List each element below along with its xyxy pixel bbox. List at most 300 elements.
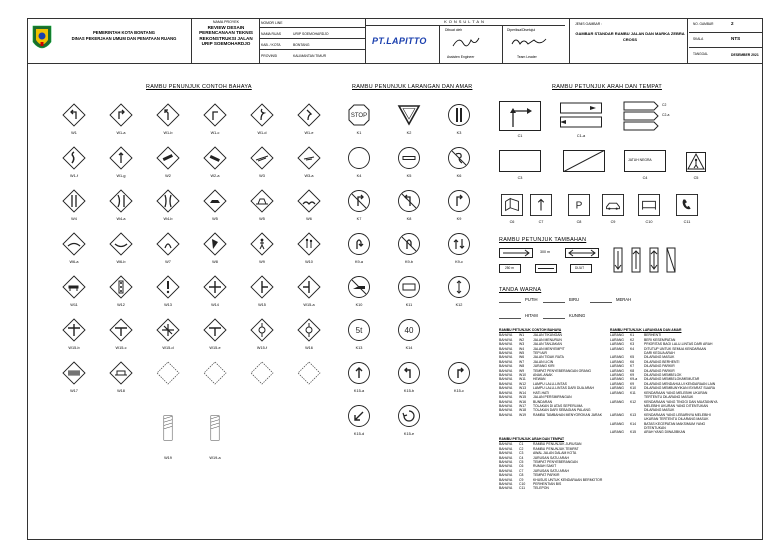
list-cell: W7 bbox=[519, 359, 525, 364]
list-cell: BAHAYA bbox=[499, 482, 513, 487]
list-cell: JURANG KIRI bbox=[533, 364, 555, 369]
sign-code: W8 bbox=[212, 260, 218, 264]
prohibit-sign-icon bbox=[347, 146, 371, 170]
extra-plate-double-icon bbox=[565, 248, 599, 258]
list-cell: W1 bbox=[519, 333, 525, 338]
sign-code: K8 bbox=[406, 217, 412, 221]
sign-code: W4-b bbox=[163, 217, 173, 221]
list-header: RAMBU PETUNJUK ARAH DAN TEMPAT bbox=[499, 437, 565, 441]
prohibit-sign-icon bbox=[447, 275, 471, 299]
warning-sign bbox=[105, 318, 137, 356]
sign-code: C11 bbox=[683, 220, 691, 224]
warning-sign bbox=[58, 361, 90, 399]
list-cell: TEMPAT PENYEBERANGAN ORANG bbox=[533, 368, 592, 373]
sign-code: K2 bbox=[406, 131, 412, 135]
list-cell: BAHAYA bbox=[499, 346, 513, 351]
list-cell: LARANG bbox=[610, 373, 624, 378]
list-cell: LARANG bbox=[610, 346, 624, 351]
sign-code: K5 bbox=[406, 174, 412, 178]
prohibit-sign-icon bbox=[447, 146, 471, 170]
meta-key: NAMA RUAS bbox=[261, 32, 281, 36]
list-cell: TEMPAT PARKIR bbox=[533, 473, 560, 478]
warning-sign-icon bbox=[297, 103, 321, 127]
list-cell: K7 bbox=[630, 364, 635, 369]
warning-sign bbox=[152, 275, 184, 313]
sign-code: K13 bbox=[355, 346, 363, 350]
warning-sign bbox=[152, 103, 184, 141]
warning-sign bbox=[199, 275, 231, 313]
list-cell: TOLAKAN DARI SEBAGIAN PALANG bbox=[533, 408, 591, 413]
warning-sign bbox=[152, 232, 184, 270]
list-cell: W15 bbox=[519, 395, 526, 400]
warning-sign bbox=[105, 275, 137, 313]
list-cell: TERTENTU DILARANG MASUK bbox=[644, 395, 694, 400]
list-cell: K9-a bbox=[630, 377, 638, 382]
sign-code: W11 bbox=[70, 303, 78, 307]
warning-sign bbox=[152, 361, 184, 399]
list-cell: KENDARAAN YANG TINGGI DAN MUATANNYA bbox=[644, 399, 718, 404]
direction-sign-icon bbox=[568, 194, 590, 216]
warning-sign bbox=[58, 146, 90, 184]
warning-sign bbox=[105, 361, 137, 399]
warning-sign-icon bbox=[203, 232, 227, 256]
list-cell: LARANG bbox=[610, 364, 624, 369]
warning-sign bbox=[58, 275, 90, 313]
svg-text:40: 40 bbox=[404, 326, 414, 335]
warning-sign-icon bbox=[62, 189, 86, 213]
c3-sign-icon bbox=[499, 150, 541, 172]
divider bbox=[439, 26, 440, 64]
list-cell: LARANG bbox=[610, 381, 624, 386]
date bbox=[689, 48, 763, 63]
meta-key: NO. GAMBAR bbox=[693, 22, 714, 26]
list-cell: W18 bbox=[519, 408, 526, 413]
list-cell: BAHAYA bbox=[499, 355, 513, 360]
list-cell: C10 bbox=[519, 482, 526, 487]
warning-sign bbox=[293, 146, 325, 184]
prohibit-sign bbox=[393, 275, 425, 313]
org-line-2: DINAS PEKERJAAN UMUM DAN PENATAAN RUANG bbox=[71, 36, 177, 41]
prohibit-sign bbox=[343, 318, 375, 356]
warning-sign bbox=[152, 318, 184, 356]
list-cell: LARANG bbox=[610, 337, 624, 342]
color-swatch-red bbox=[590, 296, 612, 303]
direction-small-sign bbox=[566, 194, 592, 230]
color-label: HITAM bbox=[525, 313, 538, 318]
list-cell: LAMPU LALU-LINTAS DARI DUA ARAH bbox=[533, 386, 594, 391]
warning-sign-icon bbox=[156, 189, 180, 213]
list-cell: C6 bbox=[519, 464, 524, 469]
warning-sign-icon bbox=[297, 232, 321, 256]
direction-sign-icon bbox=[530, 194, 552, 216]
list-cell: DILARANG MASUK bbox=[644, 355, 675, 360]
warning-sign bbox=[293, 275, 325, 313]
sign-code: W15-e bbox=[209, 346, 221, 350]
warning-sign-icon bbox=[109, 232, 133, 256]
prohibit-sign bbox=[393, 103, 425, 141]
warning-sign bbox=[199, 103, 231, 141]
list-cell: RUMAH SAKIT bbox=[533, 464, 557, 469]
prohibit-sign bbox=[343, 275, 375, 313]
meta-row-city bbox=[259, 40, 365, 50]
section-title-direction: RAMBU PETUNJUK ARAH DAN TEMPAT bbox=[552, 84, 662, 90]
prohibit-sign-icon bbox=[397, 189, 421, 213]
warning-sign bbox=[293, 318, 325, 356]
warning-sign-icon bbox=[250, 318, 274, 342]
warning-sign bbox=[246, 146, 278, 184]
warning-sign-icon bbox=[156, 103, 180, 127]
color-label: PUTIH bbox=[525, 297, 538, 302]
meta-row-line bbox=[259, 18, 365, 28]
signature-1-icon bbox=[451, 34, 481, 50]
extra-plate-length-icon bbox=[535, 264, 557, 273]
sign-code: W1-f bbox=[69, 174, 78, 178]
list-cell: PRIORITAS BAGI LALU-LINTAS DARI ARAH bbox=[644, 342, 713, 347]
warning-sign-icon bbox=[203, 103, 227, 127]
list-cell: W4 bbox=[519, 346, 525, 351]
warning-sign-icon bbox=[203, 146, 227, 170]
list-cell: DILARANG MEMBUNYIKAN ISYARAT SUARA bbox=[644, 386, 716, 391]
prohibit-sign-icon bbox=[397, 275, 421, 299]
scale bbox=[689, 33, 763, 48]
list-cell: K11 bbox=[630, 390, 636, 395]
warning-sign bbox=[58, 232, 90, 270]
signature-name-2: Team Leader bbox=[517, 55, 537, 59]
svg-text:5t: 5t bbox=[355, 326, 363, 335]
prohibit-sign bbox=[443, 361, 475, 399]
extra-text: 250 m bbox=[505, 266, 514, 270]
sign-code: W15-f bbox=[256, 346, 268, 350]
prohibit-sign-icon bbox=[397, 103, 421, 127]
sign-code: K15-a bbox=[353, 389, 365, 393]
prohibit-sign bbox=[393, 361, 425, 399]
list-cell: C4 bbox=[519, 455, 524, 460]
list-cell: W17 bbox=[519, 403, 526, 408]
list-cell: LAMPU LALU-LINTAS bbox=[533, 381, 567, 386]
sign-code: W1-e bbox=[304, 131, 314, 135]
sign-code: K11 bbox=[405, 303, 413, 307]
sign-code: W7 bbox=[165, 260, 171, 264]
list-cell: C9 bbox=[519, 477, 524, 482]
svg-text:P: P bbox=[575, 200, 583, 212]
prohibit-sign bbox=[343, 232, 375, 270]
sign-code: C1-a bbox=[576, 134, 586, 138]
list-cell: K15 bbox=[630, 430, 637, 435]
list-header: RAMBU PETUNJUK LARANGAN DAN AMAR bbox=[610, 328, 682, 332]
list-cell: DITUTUP UNTUK SEMUA KENDARAAN bbox=[644, 346, 707, 351]
list-cell: LARANG bbox=[610, 359, 624, 364]
section-title-extra: RAMBU PETUNJUK TAMBAHAN bbox=[499, 237, 587, 243]
extra-plate-arrow-icon bbox=[499, 248, 533, 258]
list-cell: K6 bbox=[630, 359, 635, 364]
warning-sign-icon bbox=[203, 275, 227, 299]
warning-sign bbox=[246, 189, 278, 227]
list-cell: KENDARAAN YANG MELEBIHI UKURAN bbox=[644, 390, 708, 395]
list-cell: W12 bbox=[519, 381, 526, 386]
color-label: KUNING bbox=[569, 313, 586, 318]
prohibit-sign-icon bbox=[397, 404, 421, 428]
warning-sign-icon bbox=[203, 318, 227, 342]
warning-sign bbox=[199, 361, 231, 399]
list-header: RAMBU PETUNJUK CONTOH BAHAYA bbox=[499, 328, 562, 332]
sign-code: W15-a bbox=[303, 303, 315, 307]
divider bbox=[687, 18, 688, 64]
warning-sign bbox=[105, 232, 137, 270]
prohibit-sign bbox=[443, 232, 475, 270]
list-item bbox=[499, 486, 602, 490]
list-cell: DILARANG BERHENTI bbox=[644, 359, 680, 364]
list-cell: HEWAN bbox=[533, 377, 546, 382]
list-cell: KHUSUS UNTUK KENDARAAN BERMOTOR bbox=[533, 477, 603, 482]
sign-code: W13 bbox=[164, 303, 172, 307]
warning-sign bbox=[199, 404, 231, 464]
sign-code: W2-a bbox=[210, 174, 220, 178]
warning-sign-icon bbox=[62, 146, 86, 170]
list-cell: DILARANG PARKIR bbox=[644, 364, 675, 369]
drawing-title-block bbox=[575, 22, 685, 42]
sign-code: K6 bbox=[456, 174, 462, 178]
list-cell: K3 bbox=[630, 342, 635, 347]
warning-sign-icon bbox=[109, 103, 133, 127]
list-cell: ARAH YANG DIWAJIBKAN bbox=[644, 430, 686, 435]
list-cell: W8 bbox=[519, 364, 525, 369]
sign-code: W9 bbox=[259, 260, 265, 264]
warning-sign-icon bbox=[203, 189, 227, 213]
list-cell: BAHAYA bbox=[499, 359, 513, 364]
list-cell: LARANG bbox=[610, 368, 624, 373]
warning-sign bbox=[199, 318, 231, 356]
warning-sign bbox=[152, 189, 184, 227]
sign-code: C2-a bbox=[662, 113, 670, 117]
project-label: NAMA PROYEK bbox=[212, 20, 240, 24]
list-cell: JURUSAN SATU ARAH bbox=[533, 468, 569, 473]
warning-sign bbox=[58, 189, 90, 227]
list-cell: BAHAYA bbox=[499, 486, 513, 491]
sign-code: K4 bbox=[356, 174, 362, 178]
meta-value: BONTANG bbox=[293, 43, 310, 47]
list-cell: DARI KEDUA ARAH bbox=[644, 351, 675, 356]
prohibit-sign-icon bbox=[447, 189, 471, 213]
section-title-warning: RAMBU PENUNJUK CONTOH BAHAYA bbox=[146, 84, 252, 90]
prohibit-sign bbox=[343, 361, 375, 399]
warning-sign bbox=[293, 103, 325, 141]
prohibit-sign-icon bbox=[397, 318, 421, 342]
list-cell: W2 bbox=[519, 337, 525, 342]
list-cell: BAHAYA bbox=[499, 468, 513, 473]
sign-code: C3 bbox=[517, 176, 523, 180]
warning-sign-icon bbox=[62, 318, 86, 342]
list-cell: LARANG bbox=[610, 355, 624, 360]
list-cell: K12 bbox=[630, 399, 637, 404]
warning-sign bbox=[246, 103, 278, 141]
sign-code: K3 bbox=[456, 131, 462, 135]
c1-sign-icon bbox=[499, 101, 541, 131]
meta-value: URIP SOEMOHARDJO bbox=[293, 32, 329, 36]
prohibit-sign bbox=[343, 103, 375, 141]
list-prohibit bbox=[610, 328, 717, 435]
sign-code: C4 bbox=[642, 176, 648, 180]
sign-code: C5 bbox=[693, 176, 699, 180]
list-cell: BATAS KECEPATAN MAKSIMUM YANG bbox=[644, 421, 706, 426]
list-cell: BERI KESEMPATAN bbox=[644, 337, 676, 342]
list-cell: DILARANG MEMBELOK/MEMUTAR bbox=[644, 377, 700, 382]
direction-small-sign bbox=[499, 194, 525, 230]
sign-code: W5 bbox=[259, 217, 265, 221]
prohibit-sign-icon bbox=[347, 404, 371, 428]
list-cell: W13 bbox=[519, 386, 526, 391]
warning-sign-icon bbox=[250, 103, 274, 127]
list-cell: PERHENTIAN BIS bbox=[533, 482, 562, 487]
warning-sign bbox=[293, 232, 325, 270]
list-cell: C7 bbox=[519, 468, 524, 473]
list-cell: BAHAYA bbox=[499, 473, 513, 478]
warning-sign-icon bbox=[109, 146, 133, 170]
prohibit-sign bbox=[393, 232, 425, 270]
sign-code: C2 bbox=[662, 103, 667, 107]
sign-code: W16 bbox=[305, 346, 313, 350]
list-cell: W16 bbox=[519, 399, 526, 404]
meta-key: NOMOR LINE bbox=[261, 21, 283, 25]
list-cell: TEMPAT PENYEBERANGAN bbox=[533, 460, 578, 465]
warning-sign bbox=[199, 146, 231, 184]
warning-sign bbox=[58, 318, 90, 356]
list-cell: LARANG bbox=[610, 342, 624, 347]
sign-code: C1 bbox=[517, 134, 523, 138]
sign-code: W15-c bbox=[115, 346, 127, 350]
list-cell: BAHAYA bbox=[499, 399, 513, 404]
warning-sign bbox=[293, 361, 325, 399]
list-cell: AWAL JALAN DALAM KOTA bbox=[533, 451, 577, 456]
c3a-sign-icon bbox=[563, 150, 605, 172]
direction-small-sign bbox=[600, 194, 626, 230]
warning-sign-icon bbox=[62, 103, 86, 127]
list-cell: LARANG bbox=[610, 430, 624, 435]
divider bbox=[191, 18, 192, 64]
prohibit-sign-icon bbox=[347, 318, 371, 342]
list-cell: LARANG bbox=[610, 386, 624, 391]
sign-code: W18 bbox=[117, 389, 125, 393]
direction-small-sign bbox=[528, 194, 554, 230]
meta-row-road bbox=[259, 29, 365, 39]
direction-sign-icon bbox=[602, 194, 624, 216]
warning-sign-icon bbox=[297, 318, 321, 342]
project-block bbox=[195, 20, 257, 47]
warning-sign bbox=[246, 275, 278, 313]
sign-code: K9 bbox=[456, 217, 462, 221]
drawing-title: GAMBAR STANDAR RAMBU JALAN DAN MARKA ZEBRA CROSS bbox=[575, 31, 685, 42]
warning-sign-icon bbox=[109, 361, 133, 385]
sign-code: W4 bbox=[71, 217, 77, 221]
warning-sign-icon bbox=[250, 232, 274, 256]
sign-code: W1-g bbox=[116, 174, 126, 178]
org-line-1: PEMERINTAH KOTA BONTANG bbox=[93, 30, 155, 35]
list-cell: BAHAYA bbox=[499, 337, 513, 342]
warning-sign-icon bbox=[62, 361, 86, 385]
warning-sign-icon bbox=[109, 189, 133, 213]
sign-code: W12 bbox=[117, 303, 125, 307]
signature-2-icon bbox=[510, 34, 550, 50]
prohibit-sign-icon bbox=[347, 232, 371, 256]
list-cell: TOLAKAN DI ATAS SEPERLIMA bbox=[533, 403, 583, 408]
warning-sign bbox=[199, 232, 231, 270]
warning-sign-icon bbox=[62, 275, 86, 299]
sign-code: W10 bbox=[305, 260, 313, 264]
warning-sign-icon bbox=[156, 232, 180, 256]
prohibit-sign bbox=[343, 189, 375, 227]
list-cell: LARANG bbox=[610, 412, 624, 417]
list-cell: BAHAYA bbox=[499, 408, 513, 413]
project-title: REVIEW DESAIN PERENCANAAN TEKNIS REKONSTRUKSI JALAN URIP SOEMOHARDJO bbox=[199, 25, 253, 47]
meta-key: TANGGAL bbox=[693, 52, 708, 56]
sign-code: K14 bbox=[405, 346, 413, 350]
meta-value: NTS bbox=[731, 36, 741, 41]
sign-code: C8 bbox=[576, 220, 582, 224]
list-cell: K8 bbox=[630, 368, 635, 373]
sign-code: W14 bbox=[211, 303, 219, 307]
list-cell: BAHAYA bbox=[499, 377, 513, 382]
warning-sign bbox=[246, 361, 278, 399]
blank-diamond-icon bbox=[156, 361, 180, 385]
sign-code: W5 bbox=[212, 217, 218, 221]
list-cell: JALAN TANJAKAN bbox=[533, 342, 562, 347]
list-cell: C8 bbox=[519, 473, 524, 478]
direction-sign-icon bbox=[676, 194, 698, 216]
warning-sign-icon bbox=[297, 146, 321, 170]
sign-code: K9-b bbox=[404, 260, 414, 264]
list-item bbox=[610, 430, 717, 434]
prohibit-sign-icon bbox=[397, 146, 421, 170]
direction-small-sign bbox=[674, 194, 700, 230]
list-cell: C11 bbox=[519, 486, 525, 491]
list-cell: RAMBU TAMBAHAN MENYOROKAN JARAK bbox=[533, 412, 603, 417]
sign-code: W17 bbox=[70, 389, 78, 393]
sign-code: W2 bbox=[165, 174, 171, 178]
list-cell: BAHAYA bbox=[499, 460, 513, 465]
sign-code: K9-c bbox=[455, 260, 463, 264]
list-cell: JALAN PERSIMPANGAN bbox=[533, 395, 572, 400]
list-cell: W19 bbox=[519, 412, 526, 417]
list-cell: W14 bbox=[519, 390, 526, 395]
warning-sign bbox=[105, 103, 137, 141]
list-cell: LARANG bbox=[610, 421, 624, 426]
list-cell: TELEPON bbox=[533, 486, 549, 491]
prohibit-sign-icon bbox=[447, 103, 471, 127]
prohibit-sign-icon bbox=[347, 189, 371, 213]
meta-row-province bbox=[259, 51, 365, 61]
list-cell: BAHAYA bbox=[499, 333, 513, 338]
extra-vertical-plates-icon bbox=[612, 247, 676, 273]
list-cell: K9 bbox=[630, 373, 635, 378]
list-cell: W5 bbox=[519, 351, 525, 356]
sign-code: W6-b bbox=[116, 260, 126, 264]
warning-sign-icon bbox=[109, 318, 133, 342]
prohibit-sign-icon bbox=[347, 361, 371, 385]
list-cell: DITENTUKAN bbox=[644, 425, 666, 430]
list-cell: LARANG bbox=[610, 390, 624, 395]
prohibit-sign bbox=[393, 404, 425, 442]
list-cell: W3 bbox=[519, 342, 525, 347]
list-cell: BAHAYA bbox=[499, 442, 513, 447]
signature-label-2: Diperiksa/Disetujui bbox=[507, 28, 536, 32]
list-cell: UKURAN TERTENTU DILARANG MASUK bbox=[644, 417, 709, 422]
prohibit-sign bbox=[443, 103, 475, 141]
list-cell: LARANG bbox=[610, 333, 624, 338]
direction-sign-icon bbox=[638, 194, 660, 216]
sign-code: W15-d bbox=[162, 346, 174, 350]
color-swatch-yellow bbox=[543, 312, 565, 319]
list-cell: LARANG bbox=[610, 377, 624, 382]
list-cell: W11 bbox=[519, 377, 526, 382]
